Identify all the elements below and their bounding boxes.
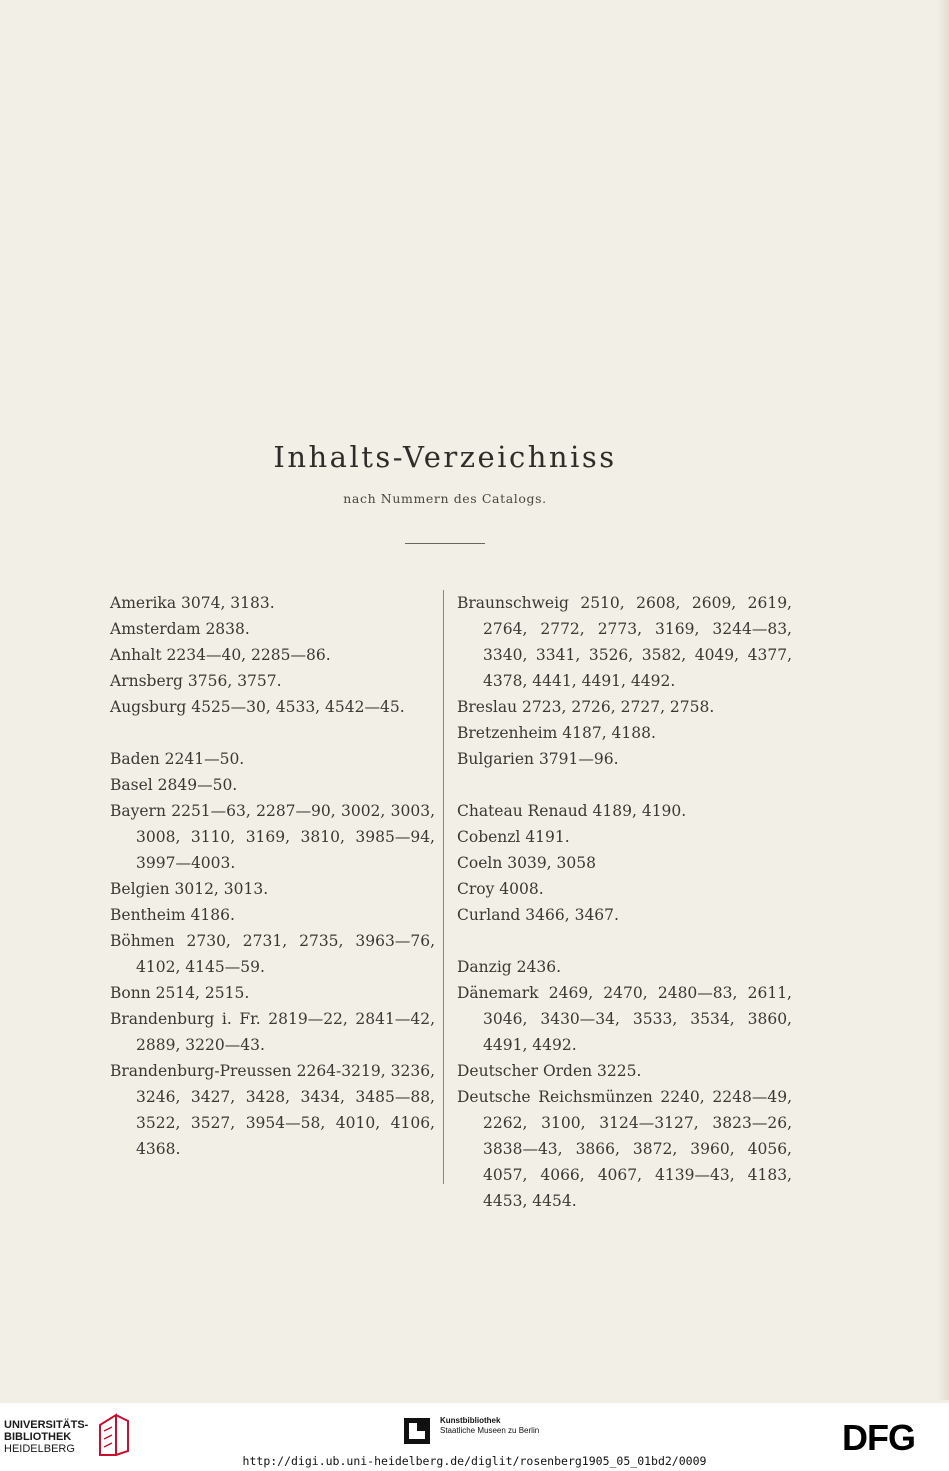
kb-logo-line: Kunstbibliothek: [440, 1416, 501, 1425]
index-entry: Arnsberg 3756, 3757.: [110, 672, 282, 690]
page-subtitle: nach Nummern des Catalogs.: [343, 491, 547, 506]
index-entry: Croy 4008.: [457, 880, 544, 898]
index-entry: Bretzenheim 4187, 4188.: [457, 724, 656, 742]
dfg-logo[interactable]: DFG: [842, 1417, 915, 1458]
column-divider: [443, 590, 444, 1184]
index-entry: Anhalt 2234—40, 2285—86.: [110, 646, 331, 664]
index-column-right: [457, 590, 792, 1240]
index-entry: Deutscher Orden 3225.: [457, 1062, 642, 1080]
index-entry: Bulgarien 3791—96.: [457, 750, 619, 768]
index-column-left: [110, 590, 435, 1188]
index-entry: Bentheim 4186.: [110, 906, 235, 924]
index-entry: Augsburg 4525—30, 4533, 4542—45.: [110, 698, 405, 716]
ub-heidelberg-logo-icon[interactable]: [96, 1411, 132, 1459]
index-entry: Braunschweig 2510, 2608, 2609, 2619, 2764, 2772, 2773, 3169, 3244—83, 3340, 3341, 3526, 3582, 4049, 4377, 4378, 4441, 4491, 4492.: [457, 594, 792, 690]
index-group: [110, 590, 435, 720]
index-group: [457, 954, 792, 1214]
ub-logo-line: BIBLIOTHEK: [4, 1431, 72, 1443]
index-entry: Amsterdam 2838.: [110, 620, 250, 638]
index-entry: Bayern 2251—63, 2287—90, 3002, 3003, 3008, 3110, 3169, 3810, 3985—94, 3997—4003.: [110, 802, 435, 872]
page-edge-shadow: [937, 0, 949, 1400]
index-entry: Brandenburg i. Fr. 2819—22, 2841—42, 2889, 3220—43.: [110, 1010, 435, 1054]
index-entry: Breslau 2723, 2726, 2727, 2758.: [457, 698, 715, 716]
ub-logo-line: UNIVERSITÄTS-: [4, 1419, 89, 1431]
permalink-url[interactable]: http://digi.ub.uni-heidelberg.de/diglit/rosenberg1905_05_01bd2/0009: [242, 1454, 707, 1468]
index-entry: Brandenburg-Preussen 2264-3219, 3236, 3246, 3427, 3428, 3434, 3485—88, 3522, 3527, 3954—58, 4010, 4106, 4368.: [110, 1062, 435, 1158]
index-entry: Belgien 3012, 3013.: [110, 880, 269, 898]
index-entry: Bonn 2514, 2515.: [110, 984, 250, 1002]
index-entry: Amerika 3074, 3183.: [110, 594, 275, 612]
index-group: [110, 746, 435, 1162]
index-entry: Deutsche Reichsmünzen 2240, 2248—49, 2262, 3100, 3124—3127, 3823—26, 3838—43, 3866, 3872, 3960, 4056, 4057, 4066, 4067, 4139—43, 4183, 4453, 4454.: [457, 1088, 792, 1210]
ub-heidelberg-logo-text[interactable]: [4, 1419, 88, 1455]
title-divider: [405, 543, 485, 544]
index-entry: Curland 3466, 3467.: [457, 906, 619, 924]
index-entry: Dänemark 2469, 2470, 2480—83, 2611, 3046, 3430—34, 3533, 3534, 3860, 4491, 4492.: [457, 984, 792, 1054]
index-entry: Coeln 3039, 3058: [457, 854, 596, 872]
index-entry: Basel 2849—50.: [110, 776, 238, 794]
index-group: [457, 798, 792, 928]
kunstbibliothek-logo-icon[interactable]: [404, 1418, 430, 1444]
index-group: [457, 590, 792, 772]
kb-logo-line: Staatliche Museen zu Berlin: [440, 1426, 540, 1435]
index-entry: Baden 2241—50.: [110, 750, 245, 768]
index-entry: Chateau Renaud 4189, 4190.: [457, 802, 687, 820]
index-entry: Danzig 2436.: [457, 958, 561, 976]
index-entry: Böhmen 2730, 2731, 2735, 3963—76, 4102, 4145—59.: [110, 932, 435, 976]
page-title: Inhalts-Verzeichniss: [273, 440, 617, 474]
ub-logo-line: HEIDELBERG: [4, 1443, 75, 1455]
index-entry: Cobenzl 4191.: [457, 828, 570, 846]
kunstbibliothek-logo-text[interactable]: [440, 1416, 539, 1436]
